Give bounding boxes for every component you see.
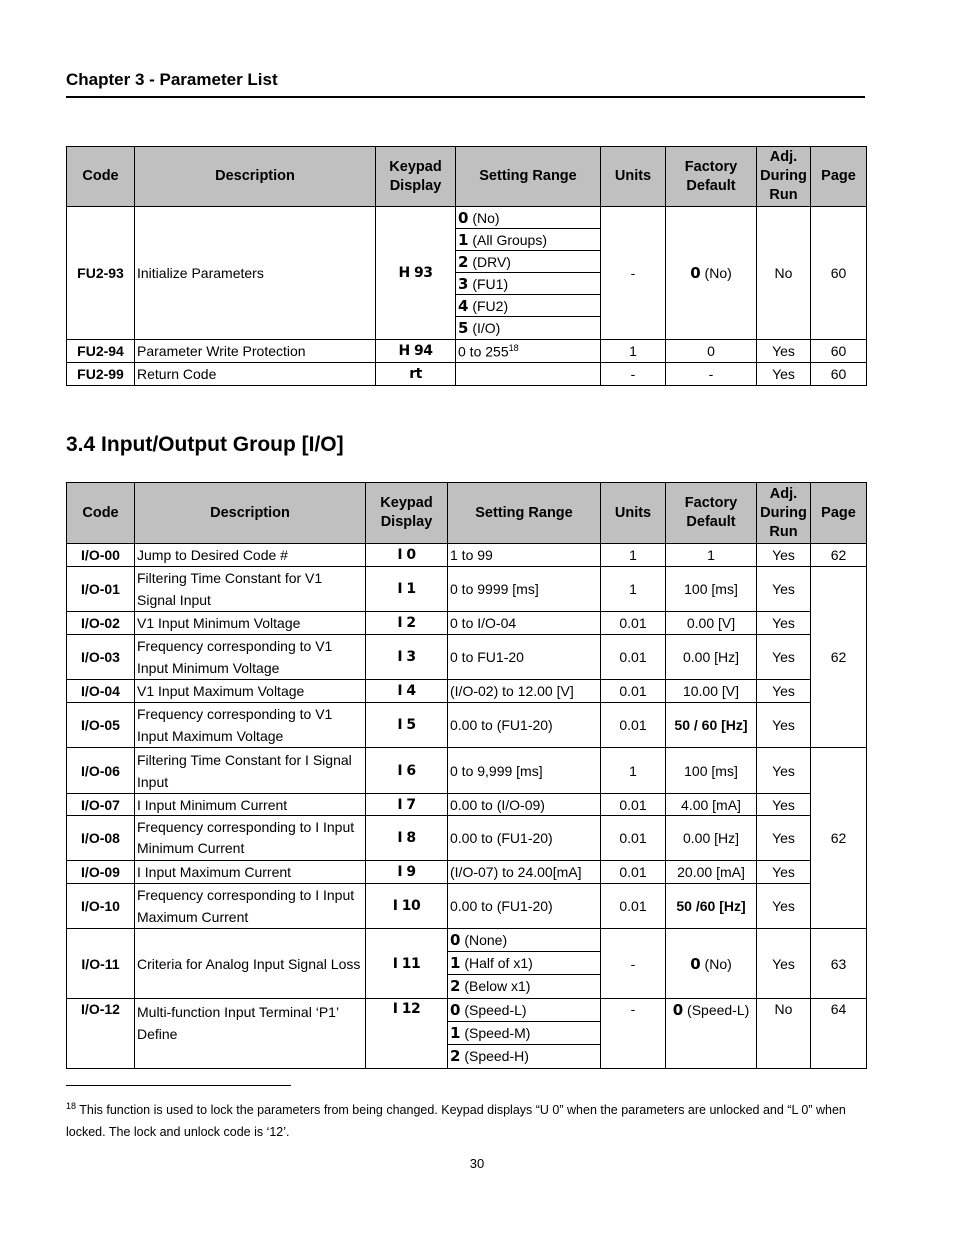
page-cell: 60 (811, 207, 867, 340)
range-cell (456, 363, 601, 386)
keypad-cell: I 6 (366, 748, 448, 794)
keypad-cell: I 10 (366, 884, 448, 929)
keypad-cell: rt (376, 363, 456, 386)
table-row (67, 929, 867, 999)
range-cell: 0.00 to (FU1-20) (448, 816, 601, 861)
adj-cell: Yes (757, 816, 811, 861)
page-cell: 64 (811, 999, 867, 1069)
table-row (67, 207, 867, 340)
footnote-text: This function is used to lock the parameters from being changed. Keypad displays “U 0” when the parameters are unlocked and “L 0” when locked. The lock and unlock code is ‘12’. (66, 1103, 846, 1139)
code-cell: FU2-93 (67, 207, 135, 340)
code-cell: FU2-99 (67, 363, 135, 386)
adj-cell: Yes (757, 884, 811, 929)
keypad-cell: I 4 (366, 680, 448, 703)
keypad-cell: I 3 (366, 635, 448, 680)
option-item: 2 (Speed-H) (450, 1047, 529, 1065)
default-cell: 0.00 [V] (666, 612, 757, 635)
table-row (67, 340, 867, 363)
default-cell: 100 [ms] (666, 748, 757, 794)
adj-cell: Yes (757, 680, 811, 703)
adj-cell: Yes (757, 794, 811, 816)
option-item: 5 (I/O) (458, 319, 501, 337)
footnote (66, 1096, 866, 1143)
units-cell: 0.01 (601, 816, 666, 861)
code-cell: I/O-02 (67, 612, 135, 635)
option-item: 1 (Speed-M) (448, 1022, 600, 1045)
code-cell: I/O-03 (67, 635, 135, 680)
code-cell: I/O-06 (67, 748, 135, 794)
units-cell: - (601, 999, 666, 1069)
col-description: Description (135, 147, 376, 207)
units-cell: 1 (601, 748, 666, 794)
code-cell: I/O-05 (67, 703, 135, 748)
range-cell: 0 to I/O-04 (448, 612, 601, 635)
footnote-number: 18 (66, 1101, 77, 1111)
units-cell: 1 (601, 340, 666, 363)
adj-cell: Yes (757, 544, 811, 567)
default-cell: - (666, 363, 757, 386)
adj-cell: Yes (757, 861, 811, 884)
description-cell: Filtering Time Constant for I Signal Input (135, 748, 366, 794)
option-item: 2 (DRV) (456, 251, 600, 273)
code-cell: I/O-00 (67, 544, 135, 567)
table-row (67, 884, 867, 929)
default-cell: 0 (666, 340, 757, 363)
code-cell: I/O-07 (67, 794, 135, 816)
adj-cell: Yes (757, 612, 811, 635)
col-page: Page (811, 483, 867, 544)
description-cell: Multi-function Input Terminal ‘P1’ Define (135, 999, 366, 1069)
default-cell: 0.00 [Hz] (666, 816, 757, 861)
page-cell: 62 (811, 748, 867, 929)
default-cell: 0 (No) (666, 929, 757, 999)
col-code: Code (67, 147, 135, 207)
range-cell: 0 to 9,999 [ms] (448, 748, 601, 794)
range-cell (448, 929, 601, 999)
chapter-heading: Chapter 3 - Parameter List (66, 70, 278, 89)
units-cell: 0.01 (601, 861, 666, 884)
keypad-cell: I 0 (366, 544, 448, 567)
option-item: 0 (No) (456, 207, 600, 229)
col-units: Units (601, 147, 666, 207)
section-title: 3.4 Input/Output Group [I/O] (66, 433, 344, 456)
default-cell: 50 /60 [Hz] (666, 884, 757, 929)
units-cell: 1 (601, 544, 666, 567)
footnote-ref: 18 (508, 342, 519, 353)
keypad-cell: H 94 (376, 340, 456, 363)
range-cell: 0 to FU1-20 (448, 635, 601, 680)
page-cell: 62 (811, 544, 867, 567)
range-cell: (I/O-02) to 12.00 [V] (448, 680, 601, 703)
units-cell: 0.01 (601, 635, 666, 680)
col-page: Page (811, 147, 867, 207)
page-cell: 60 (811, 340, 867, 363)
table-row (67, 363, 867, 386)
adj-cell: Yes (757, 703, 811, 748)
col-adj: Adj. During Run (757, 483, 811, 544)
range-cell: 0.00 to (FU1-20) (448, 884, 601, 929)
table-row (67, 861, 867, 884)
description-cell: Criteria for Analog Input Signal Loss (135, 929, 366, 999)
table-row (67, 703, 867, 748)
description-cell: Return Code (135, 363, 376, 386)
adj-cell: Yes (757, 567, 811, 612)
adj-cell: No (757, 207, 811, 340)
units-cell: - (601, 929, 666, 999)
units-cell: 0.01 (601, 703, 666, 748)
col-code: Code (67, 483, 135, 544)
range-cell (448, 999, 601, 1069)
code-cell: I/O-12 (67, 999, 135, 1069)
col-keypad: Keypad Display (366, 483, 448, 544)
description-cell: Jump to Desired Code # (135, 544, 366, 567)
option-item: 1 (Half of x1) (448, 952, 600, 975)
option-item: 0 (None) (448, 929, 600, 952)
code-cell: I/O-08 (67, 816, 135, 861)
option-item: 2 (Below x1) (450, 977, 531, 995)
units-cell: 0.01 (601, 612, 666, 635)
range-cell: 0 to 9999 [ms] (448, 567, 601, 612)
table-row (67, 680, 867, 703)
option-item: 0 (Speed-L) (448, 999, 600, 1022)
page-cell: 62 (811, 567, 867, 748)
keypad-cell: I 7 (366, 794, 448, 816)
adj-cell: Yes (757, 340, 811, 363)
units-cell: 1 (601, 567, 666, 612)
table-row (67, 635, 867, 680)
col-description: Description (135, 483, 366, 544)
table-row (67, 748, 867, 794)
range-cell: 0.00 to (FU1-20) (448, 703, 601, 748)
description-cell: V1 Input Minimum Voltage (135, 612, 366, 635)
table-row (67, 794, 867, 816)
description-cell: I Input Minimum Current (135, 794, 366, 816)
range-cell: 0 to $255^{18}$ (456, 340, 601, 363)
description-cell: Frequency corresponding to I Input Maximum Current (135, 884, 366, 929)
code-cell: I/O-11 (67, 929, 135, 999)
default-cell: 0 (No) (666, 207, 757, 340)
keypad-cell: I 5 (366, 703, 448, 748)
default-cell: 1 (666, 544, 757, 567)
col-keypad: Keypad Display (376, 147, 456, 207)
page-cell: 60 (811, 363, 867, 386)
col-units: Units (601, 483, 666, 544)
code-cell: I/O-04 (67, 680, 135, 703)
units-cell: - (601, 207, 666, 340)
table-row (67, 612, 867, 635)
table-header-row (67, 483, 867, 544)
io-parameter-table (66, 482, 867, 1069)
keypad-cell: I 12 (366, 999, 448, 1069)
keypad-cell: I 2 (366, 612, 448, 635)
units-cell: - (601, 363, 666, 386)
code-cell: I/O-10 (67, 884, 135, 929)
description-cell: V1 Input Maximum Voltage (135, 680, 366, 703)
default-cell: 4.00 [mA] (666, 794, 757, 816)
units-cell: 0.01 (601, 680, 666, 703)
page-number: 30 (469, 1156, 485, 1171)
description-cell: I Input Maximum Current (135, 861, 366, 884)
option-item: 1 (All Groups) (456, 229, 600, 251)
table-row (67, 567, 867, 612)
keypad-cell: I 8 (366, 816, 448, 861)
fu2-parameter-table (66, 146, 867, 386)
col-range: Setting Range (456, 147, 601, 207)
default-cell: 10.00 [V] (666, 680, 757, 703)
col-range: Setting Range (448, 483, 601, 544)
code-cell: FU2-94 (67, 340, 135, 363)
adj-cell: Yes (757, 748, 811, 794)
keypad-cell: I 9 (366, 861, 448, 884)
range-cell: 0.00 to (I/O-09) (448, 794, 601, 816)
col-default: Factory Default (666, 147, 757, 207)
description-cell: Frequency corresponding to I Input Minimum Current (135, 816, 366, 861)
keypad-cell: I 11 (366, 929, 448, 999)
default-cell: 100 [ms] (666, 567, 757, 612)
description-cell: Filtering Time Constant for V1 Signal Input (135, 567, 366, 612)
option-item: 3 (FU1) (456, 273, 600, 295)
units-cell: 0.01 (601, 884, 666, 929)
footnote-rule (66, 1085, 291, 1086)
adj-cell: No (757, 999, 811, 1069)
description-cell: Frequency corresponding to V1 Input Minimum Voltage (135, 635, 366, 680)
default-cell: 50 / 60 [Hz] (666, 703, 757, 748)
range-cell: 1 to 99 (448, 544, 601, 567)
description-cell: Parameter Write Protection (135, 340, 376, 363)
code-cell: I/O-01 (67, 567, 135, 612)
page-cell: 63 (811, 929, 867, 999)
col-adj: Adj. During Run (757, 147, 811, 207)
range-cell: (I/O-07) to 24.00[mA] (448, 861, 601, 884)
adj-cell: Yes (757, 635, 811, 680)
col-default: Factory Default (666, 483, 757, 544)
table-row (67, 816, 867, 861)
option-item: 4 (FU2) (456, 295, 600, 317)
range-cell (456, 207, 601, 340)
header-rule (66, 96, 865, 98)
table-header-row (67, 147, 867, 207)
default-cell: 0 (Speed-L) (666, 999, 757, 1069)
adj-cell: Yes (757, 363, 811, 386)
code-cell: I/O-09 (67, 861, 135, 884)
units-cell: 0.01 (601, 794, 666, 816)
adj-cell: Yes (757, 929, 811, 999)
description-cell: Initialize Parameters (135, 207, 376, 340)
default-cell: 20.00 [mA] (666, 861, 757, 884)
description-cell: Frequency corresponding to V1 Input Maximum Voltage (135, 703, 366, 748)
table-row (67, 999, 867, 1069)
keypad-cell: I 1 (366, 567, 448, 612)
keypad-cell: H 93 (376, 207, 456, 340)
default-cell: 0.00 [Hz] (666, 635, 757, 680)
table-row (67, 544, 867, 567)
